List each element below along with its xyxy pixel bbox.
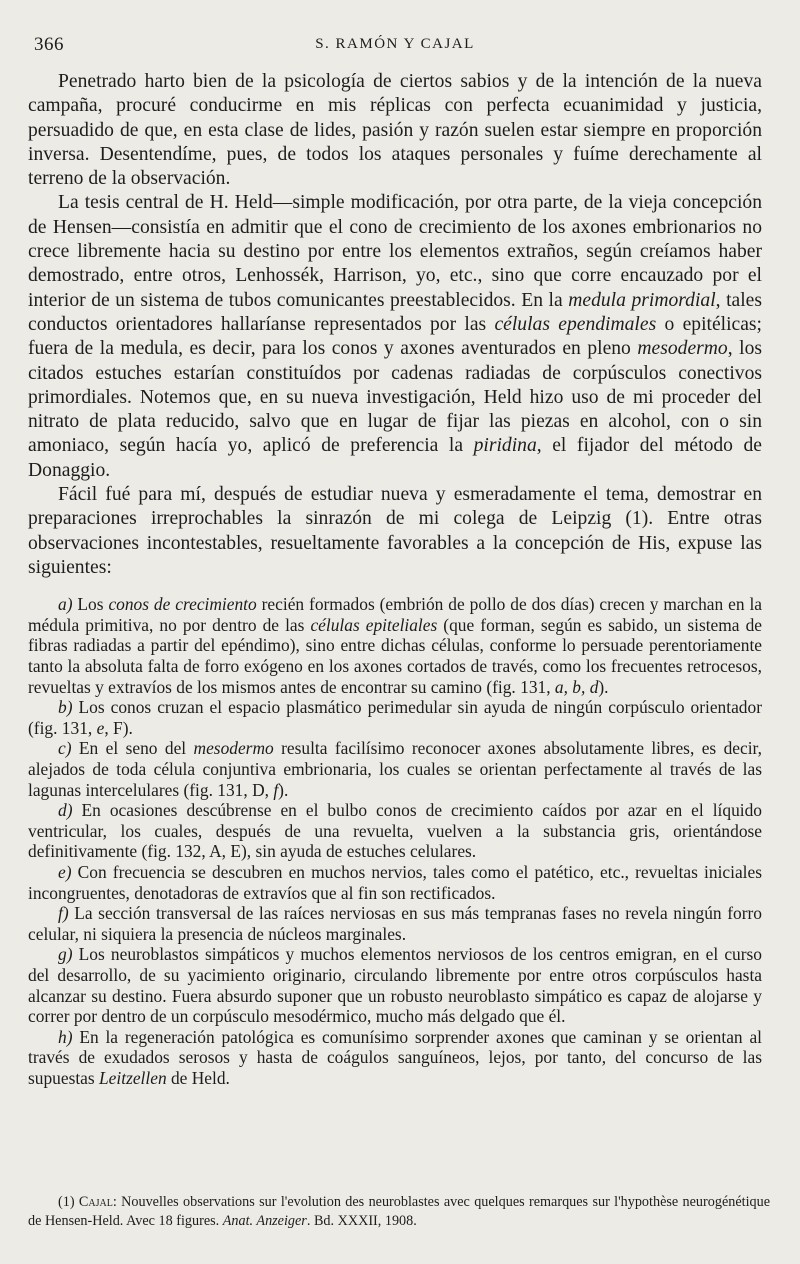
page-header — [28, 30, 762, 62]
footnote-marker: (1) — [58, 1194, 75, 1210]
item-label: b) — [58, 697, 73, 718]
item-label: d) — [58, 800, 73, 821]
item-label: h) — [58, 1026, 73, 1047]
list-item: f) La sección transversal de las raíces nerviosas en sus más tempranas fases no revela ningún forro celular, ni siquiera la presencia de núcleos marginales. — [28, 903, 762, 944]
item-label: a) — [58, 594, 73, 615]
page-number: 366 — [34, 34, 64, 55]
footnote: (1) Cajal: Nouvelles observations sur l'evolution des neuroblastes avec quelques remarques sur l'hypothèse neurogénétique de Hensen-Held. Avec 18 figures. Anat. Anzeiger. Bd. XXXII, 1908. — [28, 1194, 770, 1229]
list-item: d) En ocasiones descúbrense en el bulbo conos de crecimiento caídos por azar en el líquido ventricular, los cuales, después de una revuelta, vuelven a la substancia gris, orientándose definitivamente (fig. 132, A, E), sin ayuda de estuches celulares. — [28, 800, 762, 862]
item-label: e) — [58, 861, 72, 882]
observation-list — [28, 594, 762, 1088]
item-label: c) — [58, 738, 72, 759]
paragraph: La tesis central de H. Held—simple modificación, por otra parte, de la vieja concepción de Hensen—consistía en admitir que el cono de crecimiento de los axones embrionarios no crece libremente hacia su destino por entre los elementos extraños, según creíamos haber demostrado, entre otros, Lenhossék, Harrison, yo, etc., sino que corre encauzado por el interior de un sistema de tubos comunicantes preestablecidos. En la medula primordial, tales conductos orientadores hallaríanse representados por las células ependimales o epitélicas; fuera de la medula, es decir, para los conos y axones aventurados en pleno mesodermo, los citados estuches estarían constituídos por cadenas radiadas de corpúsculos conectivos primordiales. Notemos que, en su nueva investigación, Held hizo uso de mi proceder del nitrato de plata reducido, salvo que en lugar de fijar las piezas en alcohol, con o sin amoniaco, según hacía yo, aplicó de preferencia la piridina, el fijador del método de Donaggio. — [28, 192, 763, 481]
italic-term: células ependimales — [494, 313, 657, 335]
italic-term: piridina — [473, 435, 537, 457]
list-item: c) En el seno del mesodermo resulta facilísimo reconocer axones absolutamente libres, es decir, alejados de toda célula conjuntiva embrionaria, los cuales se orientan perfectamente al través de las lagunas intercelulares (fig. 131, D, f). — [28, 738, 763, 800]
list-item: a) Los conos de crecimiento recién formados (embrión de pollo de dos días) crecen y marchan en la médula primitiva, no por dentro de las células epiteliales (que forman, según es sabido, un sistema de fibras radiadas a partir del epéndimo), sino entre dichas células, conforme lo persuade perentoriamente tanto la absoluta falta de forro exógeno en los axones cortados de través, como los frecuentes retrocesos, revueltas y extravíos de los mismos antes de encontrar su camino (fig. 131, a, b, d). — [28, 594, 763, 697]
italic-term: medula primordial — [568, 289, 716, 311]
running-title: S. RAMÓN Y CAJAL — [315, 36, 475, 52]
italic-term: mesodermo — [637, 338, 728, 360]
footnote-author: Cajal — [78, 1194, 113, 1210]
journal-title: Anat. Anzeiger — [222, 1213, 307, 1229]
paragraph: Fácil fué para mí, después de estudiar nueva y esmeradamente el tema, demostrar en preparaciones irreprochables la sinrazón de mi colega de Leipzig (1). Entre otras observaciones incontestables, resueltamente favorables a la concepción de His, expuse las siguientes: — [28, 484, 762, 578]
main-text — [28, 70, 762, 580]
list-item: e) Con frecuencia se descubren en muchos nervios, tales como el patético, etc., revueltas iniciales incongruentes, denotadoras de extravíos que al fin son rectificados. — [28, 861, 762, 903]
list-item: g) Los neuroblastos simpáticos y muchos elementos nerviosos de los centros emigran, en el curso del desarrollo, de su yacimiento originario, circulando libremente por entre otros corpúsculos hasta alcanzar su destino. Fuera absurdo suponer que un robusto neuroblasto simpático es capaz de alojarse y correr por dentro de un corpúsculo mesodérmico, mucho más delgado que él. — [28, 944, 762, 1027]
item-label: f) — [58, 903, 69, 924]
list-item: h) En la regeneración patológica es comunísimo sorprender axones que caminan y se orientan al través de exudados serosos y hasta de coágulos sanguíneos, lejos, por tanto, del concurso de las supuestas Leitzellen de Held. — [28, 1026, 762, 1088]
paragraph: Penetrado harto bien de la psicología de ciertos sabios y de la intención de la nueva campaña, procuré conducirme en mis réplicas con perfecta ecuanimidad y justicia, persuadido de que, en esta clase de lides, pasión y razón suelen estar siempre en proporción inversa. Desentendíme, pues, de todos los ataques personales y fuíme derechamente al terreno de la observación. — [28, 71, 762, 190]
item-label: g) — [58, 944, 73, 965]
list-item: b) Los conos cruzan el espacio plasmático perimedular sin ayuda de ningún corpúsculo orientador (fig. 131, e, F). — [28, 697, 762, 738]
